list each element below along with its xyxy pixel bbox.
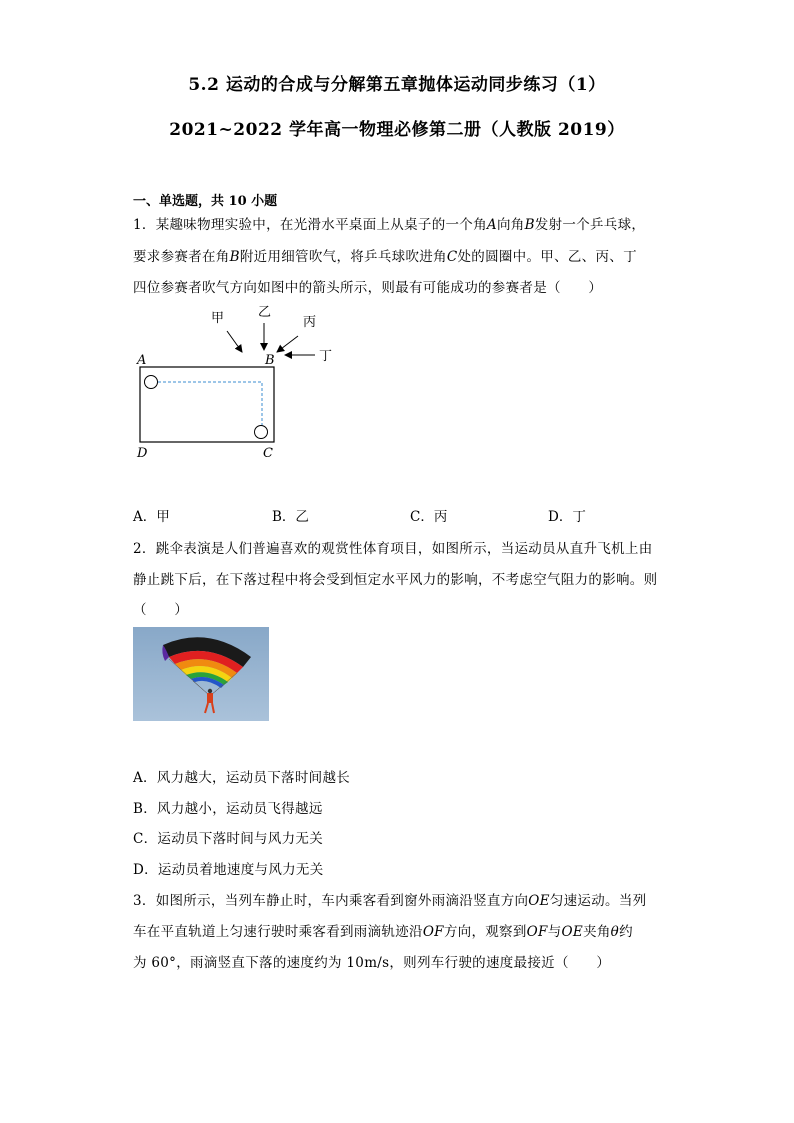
q2-option-c[interactable]: C．运动员下落时间与风力无关	[133, 831, 324, 847]
q2-option-d[interactable]: D．运动员着地速度与风力无关	[133, 862, 324, 878]
label-bing: 丙	[303, 315, 317, 330]
q1-option-b[interactable]: B．乙	[272, 509, 309, 525]
q3-line3: 为 60°，雨滴竖直下落的速度约为 10m/s，则列车行驶的速度最接近（ ）	[133, 955, 611, 971]
q3-line1: 3．如图所示，当列车静止时，车内乘客看到窗外雨滴沿竖直方向OE匀速运动。当列	[133, 893, 647, 909]
page-title-line2: 2021~2022 学年高一物理必修第二册（人教版 2019）	[169, 120, 625, 140]
arrow-bing	[277, 336, 298, 352]
label-ding: 丁	[319, 349, 333, 364]
q2-option-b[interactable]: B．风力越小，运动员飞得越远	[133, 801, 323, 817]
section-heading: 一、单选题，共 10 小题	[133, 194, 278, 209]
q1-line3: 四位参赛者吹气方向如图中的箭头所示，则最有可能成功的参赛者是（ ）	[133, 280, 603, 296]
target-circle	[255, 426, 268, 439]
q2-line2: 静止跳下后，在下落过程中将会受到恒定水平风力的影响，不考虑空气阻力的影响。则	[133, 572, 658, 588]
q2-line3: （ ）	[133, 602, 189, 618]
ball-path	[158, 382, 262, 428]
q1-option-d[interactable]: D．丁	[548, 509, 586, 525]
corner-a: A	[137, 353, 147, 368]
q2-line1: 2．跳伞表演是人们普遍喜欢的观赏性体育项目，如图所示，当运动员从直升飞机上由	[133, 541, 653, 557]
q1-line1: 1．某趣味物理实验中，在光滑水平桌面上从桌子的一个角A向角B发射一个乒乓球，	[133, 217, 646, 233]
q1-option-a[interactable]: A．甲	[133, 509, 170, 525]
corner-c: C	[263, 446, 273, 461]
arrow-jia	[227, 331, 242, 352]
page-title-line1: 5.2 运动的合成与分解第五章抛体运动同步练习（1）	[188, 75, 606, 95]
ping-pong-ball	[145, 376, 158, 389]
table-rectangle	[140, 367, 274, 442]
parachute-photo	[133, 627, 269, 721]
q3-line2: 车在平直轨道上匀速行驶时乘客看到雨滴轨迹沿OF方向，观察到OF与OE夹角θ约	[133, 924, 633, 940]
q1-option-c[interactable]: C．丙	[410, 509, 448, 525]
q1-figure	[0, 0, 794, 480]
label-yi: 乙	[258, 305, 272, 320]
corner-d: D	[137, 446, 148, 461]
label-jia: 甲	[211, 311, 225, 326]
q2-option-a[interactable]: A．风力越大，运动员下落时间越长	[133, 770, 351, 786]
corner-b: B	[265, 353, 275, 368]
q1-line2: 要求参赛者在角B附近用细管吹气，将乒乓球吹进角C处的圆圈中。甲、乙、丙、丁	[133, 249, 637, 265]
